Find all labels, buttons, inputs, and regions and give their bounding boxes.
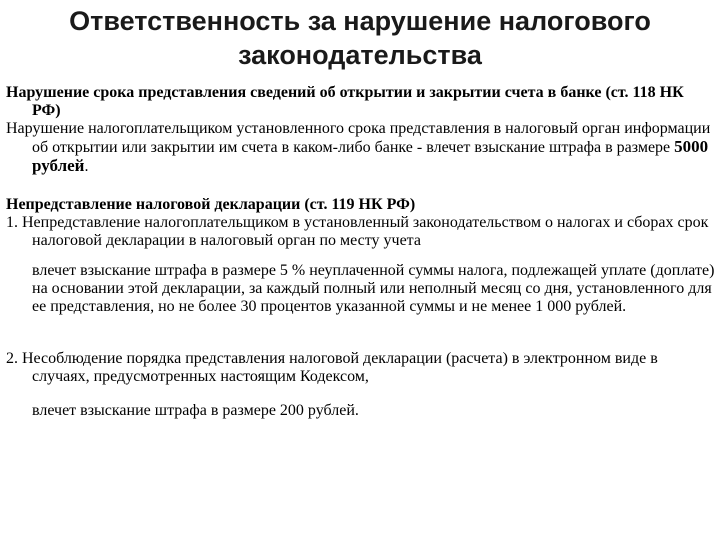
title-line-2: законодательства [238,40,482,70]
page-title [0,4,720,72]
section-118-text-before: Нарушение налогоплательщиком установленного срока представления в налоговый орган информации об открытии или закрытии им счета в каком-либо банке - влечет взыскание штрафа в размере [6,120,711,156]
section-118-heading: Нарушение срока представления сведений об открытии и закрытии счета в банке (ст. 118 НК РФ) [6,84,684,119]
section-119-item-1: 1. Непредставление налогоплательщиком в установленный законодательством о налогах и сборах срок налоговой декларации в налоговый орган по месту учета [6,214,709,249]
content-body [6,84,716,420]
title-line-1: Ответственность за нарушение налогового [69,6,651,36]
section-118-text-after: . [84,158,89,175]
section-119-item-1-penalty: влечет взыскание штрафа в размере 5 % неуплаченной суммы налога, подлежащей уплате (доплате) на основании этой декларации, за каждый полный или неполный месяц со дня, установленного для ее представления, но не более 30 процентов указанной суммы и не менее 1 000 рублей. [32,262,715,315]
section-119-heading: Непредставление налоговой декларации (ст. 119 НК РФ) [6,196,416,213]
section-119-item-2: 2. Несоблюдение порядка представления налоговой декларации (расчета) в электронном виде в случаях, предусмотренных настоящим Кодексом, [6,350,658,385]
section-118-text [6,120,716,176]
section-118-fine-amount: 5000 рублей [32,137,709,175]
section-119-item-2-penalty: влечет взыскание штрафа в размере 200 рублей. [32,402,359,419]
